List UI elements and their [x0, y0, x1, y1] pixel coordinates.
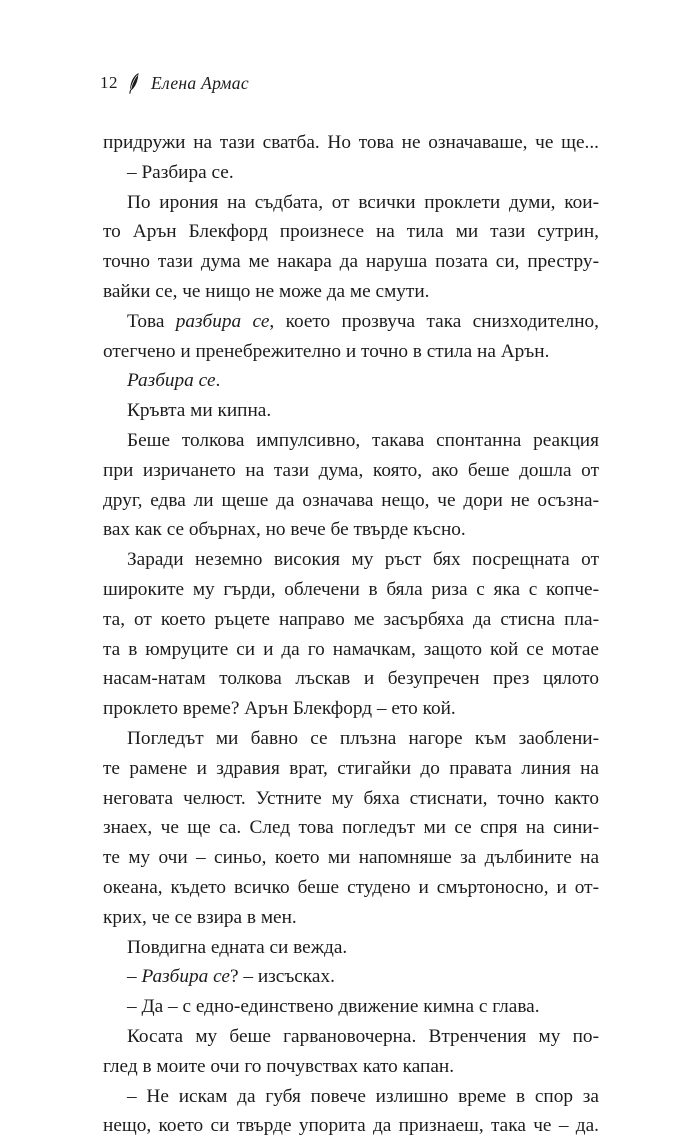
text-line: Кръвта ми кипна.	[127, 400, 272, 422]
body-text	[103, 128, 599, 1141]
italic-emphasis: Разбира се	[127, 370, 216, 392]
text-line: то Арън Блекфорд произнесе на тила ми тази сутрин,	[103, 221, 599, 243]
italic-emphasis: разбира се	[175, 310, 270, 332]
text-line: знаех, че ще са. След това погледът ми се спря на сини-	[103, 817, 599, 839]
text-line: – Разбира се.	[127, 161, 234, 183]
author-name: Елена Армас	[151, 72, 249, 93]
text-line: Заради неземно високия му ръст бях посрещната от	[127, 549, 599, 571]
text-line: насам-натам толкова лъскав и безупречен през цялото	[103, 668, 599, 690]
text-segment: Това	[127, 310, 176, 332]
feather-icon	[127, 72, 141, 94]
text-line: широките му гърди, облечени в бяла риза с яка с копче-	[103, 578, 599, 600]
text-line: при изричането на тази дума, която, ако беше дошла от	[103, 459, 599, 481]
text-line: точно тази дума ме накара да наруша позата си, престру-	[103, 251, 599, 273]
running-header	[100, 70, 249, 96]
text-line: Погледът ми бавно се плъзна нагоре към заоблени-	[127, 727, 599, 749]
text-line: неговата челюст. Устните му бяха стиснати, точно както	[103, 787, 599, 809]
text-line	[103, 962, 599, 992]
text-line: придружи на тази сватба. Но това не означаваше, че ще...	[103, 132, 599, 153]
text-line: те рамене и здравия врат, стигайки до правата линия на	[103, 757, 599, 779]
text-segment: , което прозвуча така снизходително,	[269, 310, 599, 332]
page-number: 12	[100, 73, 118, 92]
text-line: вах как се обърнах, но вече бе твърде късно.	[103, 519, 466, 541]
text-segment: –	[127, 966, 142, 988]
text-line: та, от което ръцете направо ме засърбяха да стисна пла-	[103, 608, 599, 630]
text-line: Повдигна едната си вежда.	[127, 936, 348, 958]
text-line: нещо, което си твърде упорита да признаеш, така че – да.	[103, 1115, 599, 1137]
text-line: – Да – с едно-единствено движение кимна с глава.	[127, 996, 540, 1018]
text-line: крих, че се взира в мен.	[103, 906, 297, 928]
text-segment: .	[215, 370, 221, 392]
text-line: та в юмруците си и да го намачкам, защото кой се мотае	[103, 638, 599, 660]
text-line: По ирония на съдбата, от всички проклети думи, кои-	[127, 191, 599, 213]
text-line: – Не искам да губя повече излишно време в спор за	[127, 1085, 599, 1107]
text-segment: ? – изсъсках.	[229, 966, 335, 988]
text-line: глед в моите очи го почувствах като капан.	[103, 1055, 455, 1077]
text-line: вайки се, че нищо не може да ме смути.	[103, 280, 430, 302]
text-line: Косата му беше гарвановочерна. Втренчения му по-	[127, 1025, 599, 1047]
text-line: друг, едва ли щеше да означава нещо, че дори не осъзна-	[103, 489, 599, 511]
text-line: те му очи – синьо, което ми напомняше за дълбините на	[103, 847, 599, 869]
text-line: отегчено и пренебрежително и точно в стила на Арън.	[103, 340, 550, 362]
text-line: Беше толкова импулсивно, такава спонтанна реакция	[127, 429, 599, 451]
text-line	[103, 366, 599, 396]
text-line	[103, 307, 599, 337]
italic-emphasis: Разбира се	[141, 966, 230, 988]
text-line: океана, където всичко беше студено и смъртоносно, и от-	[103, 876, 599, 898]
text-line: проклето време? Арън Блекфорд – ето кой.	[103, 698, 456, 720]
